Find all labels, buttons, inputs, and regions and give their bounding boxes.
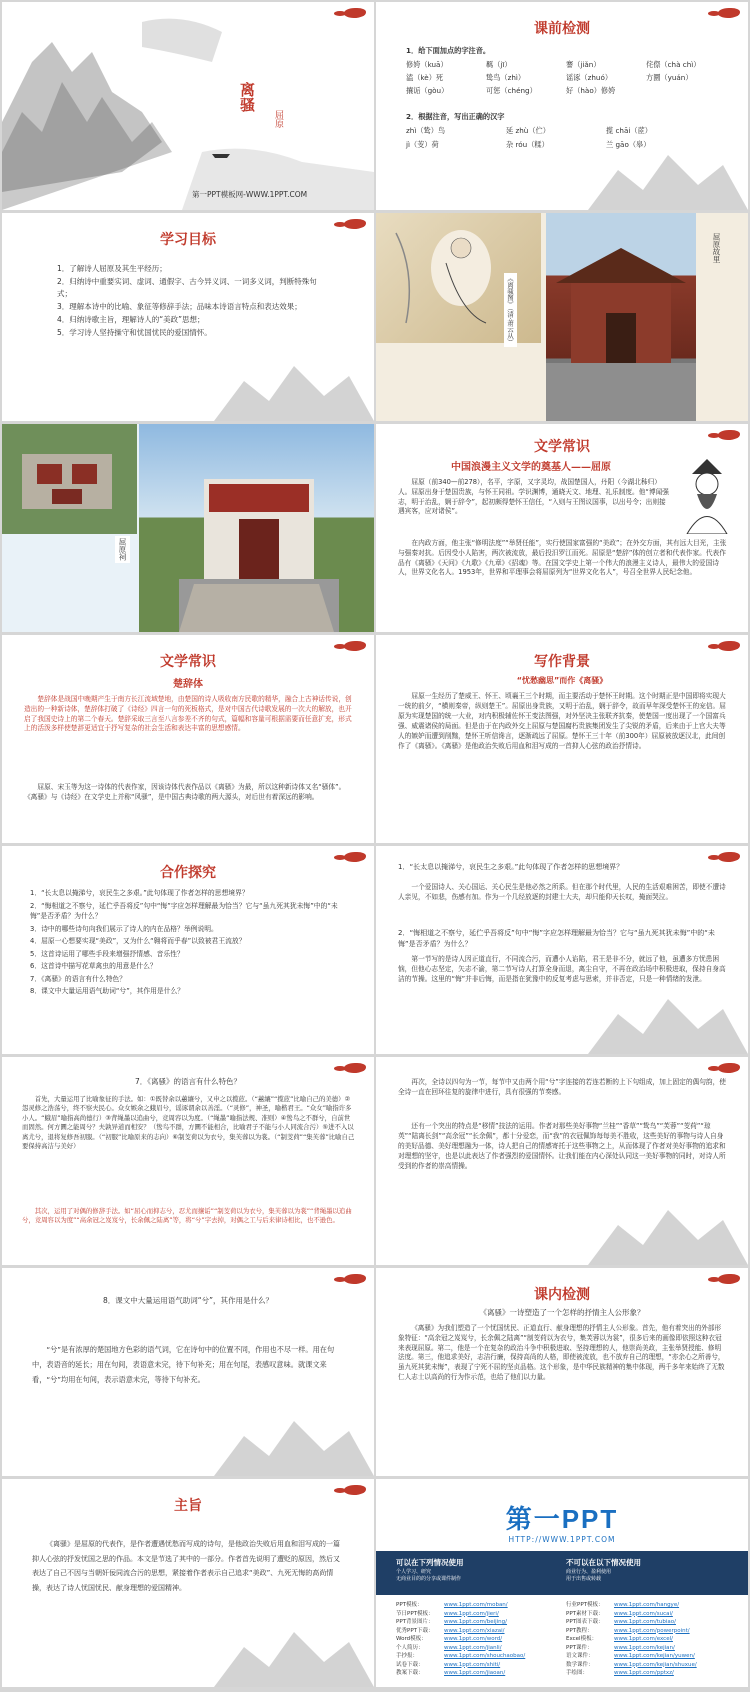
link-row <box>396 1661 566 1670</box>
bio-paragraph-1 <box>398 478 670 517</box>
link-row <box>396 1669 566 1678</box>
slide-heading: 合作探究 <box>160 865 216 881</box>
red-seal-icon <box>718 1063 740 1073</box>
slide-heading: 主旨 <box>174 1498 202 1514</box>
pinyin-item: 好（hào）修姱 <box>566 86 616 95</box>
link-label: 语文课件： <box>566 1653 594 1659</box>
hanzi-item: 揽 chāi（茝） <box>606 126 652 135</box>
pinyin-item: 羁（jī） <box>486 60 512 69</box>
slide-heading: 课前检测 <box>534 21 590 37</box>
goal-item: 3．理解本诗中的比喻、象征等修辞手法；品味本诗语言特点和表达效果； <box>57 302 302 311</box>
allowed-heading: 可以在下列情况使用 <box>396 1558 464 1567</box>
inquiry-question: 1．“长太息以掩涕兮，哀民生之多艰。”此句体现了作者怎样的思想境界？ <box>30 889 249 897</box>
inquiry-question: 2．“悔相道之不察兮，延伫乎吾将反”句中“悔”字应怎样理解最为恰当？它与“虽九死其犹未悔”中的“未悔”是否矛盾？为什么？ <box>30 901 338 920</box>
inquiry-question: 6．这首诗中描写花草禽虫的用意是什么？ <box>30 962 157 970</box>
pinyin-item: 謇（jiǎn） <box>566 60 601 69</box>
links-left <box>396 1601 566 1678</box>
chuci-paragraph-1: 楚辞体是战国中晚期产生于南方长江流域楚地，由楚国的诗人吸收南方民歌的精华，融合上古神话传说，创造出的一种新诗体，楚辞体打破了《诗经》四言一句的死板格式，是对中国古代诗歌发展的一次大的解放，也开启了我国史诗上的第二个春天。楚辞采取三言至八言参差不齐的句式，篇幅和容量可根据需要而任意扩充，形式上的活泼多样使楚辞更适宜于抒写复杂的社会生活和表达丰富的思想感情。 <box>24 695 352 733</box>
goal-item: 5．学习诗人坚持操守和忧国忧民的爱国情怀。 <box>57 328 212 337</box>
shrine-gate-photo <box>139 424 374 632</box>
link-url[interactable]: www.1ppt.com/powerpoint/ <box>614 1627 690 1634</box>
link-label: PPT图表下载： <box>566 1619 604 1625</box>
slide-writing-background <box>376 635 748 843</box>
link-label: PPT背景图片： <box>396 1619 434 1625</box>
link-row <box>396 1652 566 1661</box>
question-7: 7．《离骚》的语言有什么特色？ <box>134 1077 242 1086</box>
link-row <box>566 1652 736 1661</box>
link-label: 个人简历： <box>396 1644 424 1651</box>
site-logo: 第一PPT <box>505 1504 619 1534</box>
pinyin-row <box>406 73 736 86</box>
red-seal-icon <box>344 852 366 862</box>
answer-2: 第一节写的是诗人因正道直行，不同流合污，而遭小人谄陷，君王是非不分，就远了他，虽遭多方忧患困恼，但他心志坚定，矢志不渝，第二节写诗人打算全身而退，离尘自守，不再在政治场中积极进取，保持自身高洁的节操。这里的“悔”并非后悔，而是指在犹豫中的反复考虑与思索，并非否定，只是一种情绪的发泄。 <box>398 955 726 983</box>
link-url[interactable]: www.1ppt.com/sucai/ <box>614 1610 673 1617</box>
shrine-caption: 屈原祠 <box>115 536 130 563</box>
red-seal-icon <box>718 852 740 862</box>
link-row <box>396 1635 566 1644</box>
goal-item: 4．归纳诗歌主旨，理解诗人的“美政”思想； <box>57 315 205 324</box>
ink-mountain-decoration <box>588 140 748 210</box>
hanzi-item: zhì（鸷）鸟 <box>406 126 446 135</box>
bio-paragraph-2 <box>398 539 728 578</box>
link-url[interactable]: www.1ppt.com/word/ <box>444 1636 503 1642</box>
slide-literary-knowledge-quyuan <box>376 424 748 632</box>
quyuan-portrait-icon <box>672 454 742 534</box>
forbidden-heading: 不可以在以下情况使用 <box>566 1558 641 1567</box>
slide-in-class-test <box>376 1268 748 1476</box>
pinyin-item: 方圜（yuán） <box>646 73 693 82</box>
pinyin-item: 侘傺（chà chì） <box>646 60 701 69</box>
link-url[interactable]: www.1ppt.com/shouchaobao/ <box>444 1653 526 1659</box>
slide-literary-knowledge-chuci <box>2 635 374 843</box>
link-row <box>566 1618 736 1627</box>
inquiry-questions-list <box>30 888 350 999</box>
inquiry-question: 8．课文中大量运用语气助词“兮”，其作用是什么？ <box>30 987 185 995</box>
answer-metaphor-text: 首先，大量运用了比喻象征的手法。如：①既替余以蕙纕兮，又申之以揽茝。（“蕙纕”“揽茝”比喻自己的美德）②怨灵修之浩荡兮，终不察夫民心。众女嫉余之蛾眉兮，谣诼谓余以善淫。（“灵修”，神圣，喻楷君王。“众女”喻指许多小人。“蛾眉”喻指高尚德行）③背绳墨以追曲兮，竞周容以为度。（“绳墨”喻指法规、准则）④鸷鸟之不群兮，自前世而固然。何方圜之能周兮？夫孰异道而相安？（鸷鸟不群，方圜不能相合，比喻君子不能与小人同流合污）⑤进不入以离尤兮，退将复修吾初服。（“初服”比喻原来的志向）⑥制芰荷以为衣兮，集芙蓉以为裳。（“制芰荷”“集芙蓉”比喻自己要保持高洁与美好） <box>22 1095 355 1151</box>
pinyin-item: 谣诼（zhuó） <box>566 73 613 82</box>
answer-1: 一个爱国诗人、关心国运、关心民生是他必然之所系。但在那个时代里，人民的生活艰难困苦，即使不遭诗人亲见，不如悲，伤感有加。作为一个几经放逐的封建士大夫，却只能仰天长叹，掩面哭泣。 <box>398 883 726 901</box>
link-label: PPT模板： <box>396 1602 423 1608</box>
ink-landscape-painting <box>2 2 374 210</box>
link-row <box>396 1601 566 1610</box>
rhythm-paragraph: 再次，全诗以四句为一节，每节中又由两个用“兮”字连接的若连若断的上下句组成，加上固定的偶句韵，使全诗一直在回环往复的旋律中进行，具有很强的节奏感。 <box>398 1078 726 1096</box>
painting-caption: 《离骚图》（清·萧云从） <box>504 273 517 347</box>
pinyin-item <box>646 86 726 99</box>
forbidden-list <box>566 1569 611 1583</box>
hanzi-row <box>406 126 736 140</box>
pinyin-item: 溘（kè）死 <box>406 73 444 82</box>
link-row <box>566 1601 736 1610</box>
slide-heading: 文学常识 <box>160 654 216 670</box>
red-seal-icon <box>718 8 740 18</box>
link-row <box>396 1644 566 1653</box>
answer-parallelism: 其次，运用了对偶的修辞手法。如“屈心而抑志兮，忍尤而攘诟”“制芰荷以为衣兮，集芙蓉以为裳”“背绳墨以追曲兮，竞周容以为度”“高余冠之岌岌兮，长余佩之陆离”等，将“兮”字去掉，对偶之工与后来律诗相比，也不逊色。 <box>22 1207 352 1225</box>
link-url[interactable]: www.1ppt.com/moban/ <box>444 1602 508 1608</box>
test-answer: 《离骚》为我们塑造了一个忧国忧民、正道直行、献身理想的抒情主人公形象。首先，他有着突出的外部形象特征：“高余冠之岌岌兮，长余佩之陆离”“制芰荷以为衣兮，集芙蓉以为裳”，很多后来的画像即依照这种衣冠来表现屈原。第二，他是一个在复杂的政治斗争中积极进取、坚持理想的人，他崇尚美政，主张举贤授能、修明法度。第三，他追求美好，志洁行廉，保持高尚的人格，即使被流放，也不放弃自己的理想，“亦余心之所善兮，虽九死其犹未悔”，表现了宁死不屈的坚贞品格。这个形象，是中华民族精神的集中体现，两千多年来始终了无数仁人志士以高尚的行为作示范，也给了他们以力量。 <box>398 1324 725 1381</box>
link-row <box>396 1618 566 1627</box>
bio-text-1: 屈原（前340—前278），名平，字原，又字灵均，战国楚国人，丹阳（今湖北秭归）人。屈原出身于楚国贵族，与怀王同祖。学识渊博，通晓天文、地理、礼乐制度。他“博闻强志，明于治乱，娴于辞令”，起初颇得楚怀王信任，“入则与王图议国事，以出号令；出则接遇宾客，应对诸侯”。 <box>398 478 669 516</box>
pinyin-item: 攘诟（gòu） <box>406 86 449 95</box>
link-row <box>566 1669 736 1678</box>
slide-subheading: 楚辞体 <box>173 679 203 690</box>
link-url[interactable]: www.1ppt.com/jieri/ <box>444 1610 499 1617</box>
ink-mountain-decoration <box>214 351 374 421</box>
title-text: 离骚 <box>238 82 256 112</box>
red-seal-icon <box>344 641 366 651</box>
goal-item: 1．了解诗人屈原及其生平经历； <box>57 264 167 273</box>
red-seal-icon <box>344 1063 366 1073</box>
ink-mountain-decoration <box>214 1406 374 1476</box>
slide-heading: 文学常识 <box>534 439 590 455</box>
red-seal-icon <box>344 1485 366 1495</box>
site-url[interactable]: HTTP://WWW.1PPT.COM <box>508 1535 616 1544</box>
inquiry-question: 7．《离骚》的语言有什么特色？ <box>30 974 127 983</box>
pinyin-item: 可惩（chéng） <box>486 86 537 95</box>
link-url[interactable]: www.1ppt.com/jianli/ <box>444 1644 502 1651</box>
footer-text: 第一PPT模板网-WWW.1PPT.COM <box>192 190 308 199</box>
slide-heading: 课内检测 <box>534 1287 590 1303</box>
slide-subheading: 中国浪漫主义文学的奠基人——屈原 <box>451 462 611 473</box>
question-1: 1．给下面加点的字注音。 <box>406 46 491 55</box>
link-label: PPT教程： <box>566 1627 593 1634</box>
link-url[interactable]: www.1ppt.com/excel/ <box>614 1636 673 1642</box>
red-seal-icon <box>344 219 366 229</box>
link-url[interactable]: www.1ppt.com/xiazai/ <box>444 1627 505 1634</box>
goal-item: 2．归纳诗中重要实词、虚词、通假字、古今异义词、一词多义词，判断特殊句式； <box>57 277 317 298</box>
pinyin-row <box>406 60 736 73</box>
empathy-paragraph: 还有一个突出的特点是“移情”技法的运用。作者对那些美好事物“兰桂”“香草”“鸷鸟”“芙蓉”“芰荷”“琼英”“陆离长剑”“高余冠”“长余佩”，都十分爱恋，而“我”的衣冠佩饰每每美不胜收，这些美好的事物与诗人自身的美好品德、美好理想融为一体，诗人把自己的情感寄托于这些事物之上，从而体现了作者对美好事物的追求和对理想的坚守，也是以此表达了作者强烈的爱国情怀。让我们能在内心深处认同这一美好事物的同时，对诗人所受到的作者的崇高情操。 <box>398 1122 726 1170</box>
theme-paragraph: 《离骚》是屈原的代表作，是作者遭遇忧愁而写成的诗句，是他政治失败后用血和泪写成的一篇抑人心弦的抒发忧国之思的作品。本文是节选了其中的一部分。作者首先说明了遭贬的原因，然后又表达了自己不因与当朝奸佞同流合污的思想，紧接着作者表示自己追求“美政”、九死无悔的高尚情操，表达了诗人忧国忧民、献身理想的爱国精神。 <box>32 1540 340 1592</box>
question-8: 8．课文中大量运用语气助词“兮”，其作用是什么？ <box>102 1296 274 1305</box>
hanzi-item: 兰 gāo（皋） <box>606 140 651 149</box>
test-question: 《离骚》一诗塑造了一个怎样的抒情主人公形象？ <box>479 1308 645 1317</box>
pinyin-item: 修姱（kuā） <box>406 60 448 69</box>
link-row <box>566 1635 736 1644</box>
link-url[interactable]: www.1ppt.com/kejian/ <box>614 1644 675 1651</box>
link-row <box>396 1627 566 1636</box>
link-row <box>396 1610 566 1619</box>
link-label: 优秀PPT下载： <box>396 1627 434 1634</box>
chuci-paragraph-2: 屈原、宋玉等为这一诗体的代表作家，因该诗体代表作品以《离骚》为最，所以这种新诗体又名“骚体”。《离骚》与《诗经》在文学史上并称“风骚”，是中国古典诗歌的两大源头，对后世有着深远的影响。 <box>24 783 346 801</box>
link-label: 手绘图： <box>566 1670 589 1676</box>
answer-8: “兮”是有浓厚的楚国地方色彩的语气词，它在诗句中的位置不同，作用也不尽一样。用在句中，表语音的延长；用在句间，表语意未完，待下句补充；用在句尾，表感叹意味。就课文来看，“兮”均用在句间，表示语意未完，等待下句补充。 <box>32 1345 335 1384</box>
slide-images-shrine <box>2 424 374 632</box>
hanzi-item: jì（芰）荷 <box>406 140 439 149</box>
usage-item: 用于出售或转载 <box>566 1576 602 1582</box>
link-url[interactable]: www.1ppt.com/kejian/shuxue/ <box>614 1661 697 1668</box>
slide-answers-1-2 <box>376 846 748 1054</box>
slide-theme <box>2 1479 374 1687</box>
link-url[interactable]: www.1ppt.com/kejian/yuwen/ <box>614 1653 695 1659</box>
link-url[interactable]: www.1ppt.com/jiaoan/ <box>444 1670 506 1676</box>
link-label: 数学课件： <box>566 1661 594 1668</box>
link-row <box>566 1627 736 1636</box>
link-label: 手抄报： <box>396 1653 419 1659</box>
slide-pre-test <box>376 2 748 210</box>
link-url[interactable]: www.1ppt.com/hangye/ <box>614 1602 680 1608</box>
slide-heading: 写作背景 <box>534 654 590 670</box>
question-1: 1．“长太息以掩涕兮，哀民生之多艰。”此句体现了作者怎样的思想境界？ <box>398 863 624 871</box>
slide-heading: 学习目标 <box>160 232 216 248</box>
link-url[interactable]: www.1ppt.com/tubiao/ <box>614 1619 676 1625</box>
slide-ppt-site-info <box>376 1479 748 1687</box>
link-label: 教案下载： <box>396 1670 424 1676</box>
slide-images-portrait <box>376 213 748 421</box>
link-label: 节日PPT模板： <box>396 1610 434 1617</box>
usage-item: 商业行为、盈利使用 <box>566 1569 612 1575</box>
inquiry-question: 5．这首诗运用了哪些手段来增强抒情感、音乐性？ <box>30 949 184 958</box>
slide-xi-particle <box>2 1268 374 1476</box>
pinyin-table <box>406 60 736 99</box>
ink-mountain-decoration <box>214 1617 374 1687</box>
link-label: 行业PPT模板： <box>566 1602 604 1608</box>
usage-item: 无商业目的的分享或课件制作 <box>396 1576 462 1582</box>
goals-list <box>57 263 327 340</box>
link-label: Word模板： <box>396 1636 427 1642</box>
red-seal-icon <box>344 1274 366 1284</box>
red-seal-icon <box>718 1274 740 1284</box>
link-label: 试卷下载： <box>396 1661 424 1668</box>
usage-item: 个人学习、研究 <box>396 1569 432 1575</box>
pinyin-row <box>406 86 736 99</box>
bio-text-2: 在内政方面，他主张“修明法度”“举贤任能”，实行使国家富强的“美政”；在外交方面，其有远大目光，主张与强秦对抗。后因受小人陷害，两次被流放，最后投汨罗江而死。屈原是“楚辞”体的创立者和代表作家。代表作品有《离骚》《天问》《九歌》《九章》《招魂》等。在国文学史上第一个伟大的浪漫主义诗人，最伟大的爱国诗人，世界文化名人。1953年，世界和平理事会将屈原列为“世界文化名人”，号召全世界人民纪念他。 <box>398 539 727 577</box>
inquiry-question: 3．诗中的哪些诗句向我们展示了诗人的内在品格？举例说明。 <box>30 924 218 933</box>
ink-mountain-decoration <box>588 984 748 1054</box>
inquiry-question: 4．屈原一心想要实现“美政”，又为什么“翱将而乎春”以致被君王流放？ <box>30 937 246 945</box>
link-url[interactable]: www.1ppt.com/shiti/ <box>444 1661 501 1668</box>
slide-title <box>2 2 374 210</box>
question-2: 2．“悔相道之不察兮，延伫乎吾将反”句中“悔”字应怎样理解最为恰当？它与“虽九死其犹未悔”中的“未悔”是否矛盾？为什么？ <box>398 929 715 948</box>
slide-language-features-cont <box>376 1057 748 1265</box>
author-text: 屈原 <box>273 110 283 128</box>
hanzi-item: 杂 róu（糅） <box>506 140 549 149</box>
link-label: Excel模板： <box>566 1636 598 1642</box>
temple-photo <box>546 213 696 421</box>
slide-language-features <box>2 1057 374 1265</box>
slide-learning-goals <box>2 213 374 421</box>
answer-metaphor <box>22 1095 356 1151</box>
link-row <box>566 1610 736 1619</box>
red-seal-icon <box>718 641 740 651</box>
link-row <box>566 1644 736 1653</box>
slide-subheading: “忧愁幽思”而作《离骚》 <box>516 676 608 685</box>
usage-panel <box>376 1551 748 1595</box>
pinyin-item: 鸷鸟（zhì） <box>486 73 526 82</box>
ink-mountain-decoration <box>588 1195 748 1265</box>
links-right <box>566 1601 736 1678</box>
link-label: PPT课件： <box>566 1644 593 1651</box>
background-paragraph: 屈原一生经历了楚威王、怀王、顷襄王三个时期，而主要活动于楚怀王时期。这个时期正是中国即将实现大一统的前夕，“横则秦帝，纵则楚王”。屈原出身贵族，又明于治乱，娴于辞令，故而早年深受楚怀王的宠信。屈原为实现楚国的统一大业，对内积极辅佐怀王变法图强，对外坚决主张联齐抗秦，使楚国一度出现了一个国富兵强、威震诸侯的局面。但是由于在内政外交上屈原与楚国腐朽贵族集团发生了尖锐的矛盾，后来由于上官大夫等人的嫉妒而遭到削黜，楚怀王听信谗言，逐渐疏远了屈原。楚怀王三十年（前300年）屈原被放逐汉北，此间创作了《离骚》。《离骚》是他政治失败后用血和泪写成的一首抑人心弦的政治抒情诗。 <box>398 692 726 750</box>
question-2: 2．根据注音，写出正确的汉字 <box>406 112 505 121</box>
link-url[interactable]: www.1ppt.com/beijing/ <box>444 1619 508 1625</box>
link-url[interactable]: www.1ppt.com/pptxz/ <box>614 1670 674 1676</box>
temple-caption: 屈原故里 <box>712 233 721 263</box>
shrine-aerial-photo <box>2 424 137 534</box>
allowed-list <box>396 1569 461 1583</box>
link-row <box>566 1661 736 1670</box>
slide-cooperative-inquiry <box>2 846 374 1054</box>
link-label: PPT素材下载： <box>566 1610 604 1617</box>
hanzi-item: 延 zhù（伫） <box>506 126 550 135</box>
